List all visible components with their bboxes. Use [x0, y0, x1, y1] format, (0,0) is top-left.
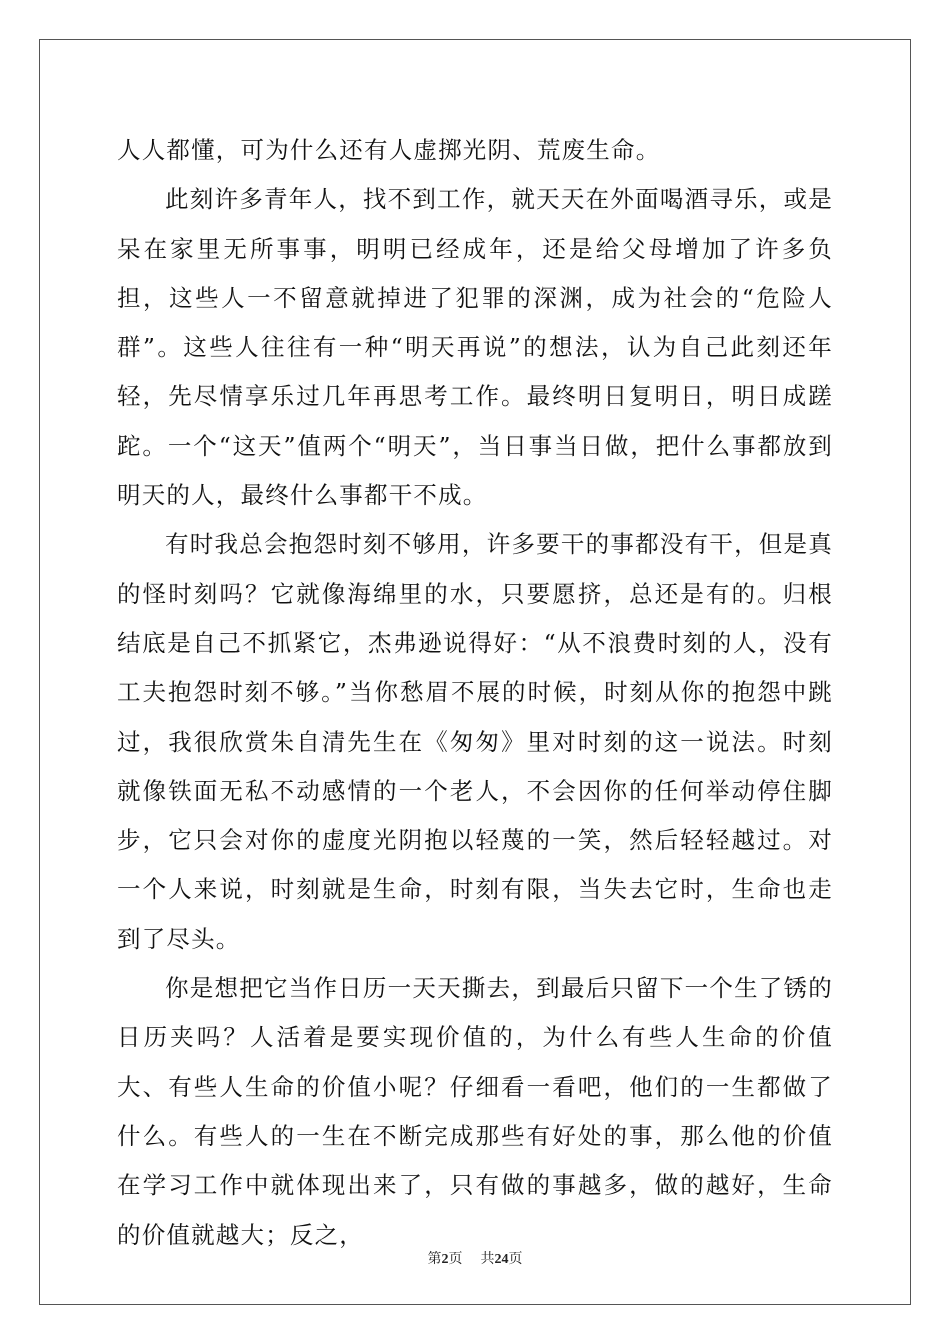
paragraph-4: 你是想把它当作日历一天天撕去，到最后只留下一个生了锈的日历夹吗？人活着是要实现价值的，为什么有些人生命的价值大、有些人生命的价值小呢？仔细看一看吧，他们的一生都做了什么。有些人的一生在不断完成那些有好处的事，那么他的价值在学习工作中就体现出来了，只有做的事越多，做的越好，生命的价值就越大；反之， — [117, 974, 833, 1249]
paragraph-1: 人人都懂，可为什么还有人虚掷光阴、荒废生命。 — [117, 136, 661, 164]
paragraph-3: 有时我总会抱怨时刻不够用，许多要干的事都没有干，但是真的怪时刻吗？它就像海绵里的水，只要愿挤，总还是有的。归根结底是自己不抓紧它，杰弗逊说得好：“从不浪费时刻的人，没有工夫抱怨时刻不够。”当你愁眉不展的时候，时刻从你的抱怨中跳过，我很欣赏朱自清先生在《匆匆》里对时刻的这一说法。时刻就像铁面无私不动感情的一个老人，不会因你的任何举动停住脚步，它只会对你的虚度光阴抱以轻蔑的一笑，然后轻轻越过。对一个人来说，时刻就是生命，时刻有限，当失去它时，生命也走到了尽头。 — [117, 530, 833, 953]
total-suffix: 页 — [508, 1251, 523, 1267]
page-prefix: 第 — [427, 1251, 442, 1267]
document-body — [117, 126, 833, 1260]
paragraph-2: 此刻许多青年人，找不到工作，就天天在外面喝酒寻乐，或是呆在家里无所事事，明明已经成年，还是给父母增加了许多负担，这些人一不留意就掉进了犯罪的深渊，成为社会的“危险人群”。这些人往往有一种“明天再说”的想法，认为自己此刻还年轻，先尽情享乐过几年再思考工作。最终明日复明日，明日成蹉跎。一个“这天”值两个“明天”，当日事当日做，把什么事都放到明天的人，最终什么事都干不成。 — [117, 185, 833, 510]
total-prefix: 共 — [480, 1251, 495, 1267]
page-footer — [0, 1248, 950, 1268]
total-pages: 24 — [494, 1252, 509, 1267]
page-suffix: 页 — [448, 1251, 463, 1267]
page-number: 2 — [441, 1252, 449, 1267]
